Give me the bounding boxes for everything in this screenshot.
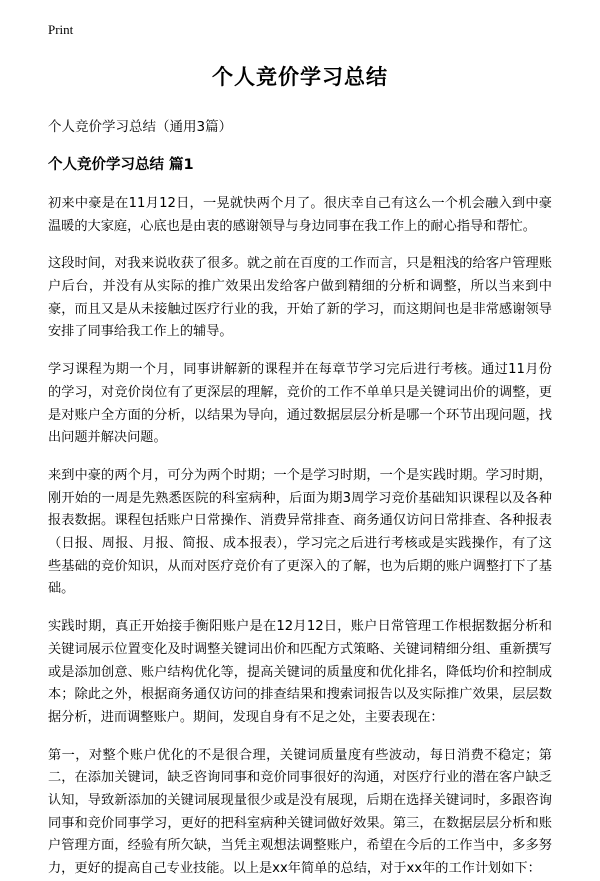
print-button[interactable]: Print: [48, 22, 74, 37]
paragraph: 学习课程为期一个月，同事讲解新的课程并在每章节学习完后进行考核。通过11月份的学习，对竞价岗位有了更深层的理解，竞价的工作不单单只是关键词出价的调整，更是对账户全方面的分析，以结果为导向，通过数据层层分析是哪一个环节出现问题，找出问题并解决问题。: [48, 362, 552, 446]
paragraph: 第一，对整个账户优化的不是很合理，关键词质量度有些波动，每日消费不稳定；第二，在添加关键词，缺乏咨询同事和竞价同事很好的沟通，对医疗行业的潜在客户缺乏认知，导致新添加的关键词展现量很少或是没有展现，后期在选择关键词时，多跟咨询同事和竞价同事学习，更好的把科室病种关键词做好效果。第三，在数据层层分析和账户管理方面，经验有所欠缺，当凭主观想法调整账户，希望在今后的工作当中，多多努力，更好的提高自己专业技能。以上是xx年简单的总结，对于xx年的工作计划如下：: [48, 747, 552, 877]
document-subtitle: 个人竞价学习总结（通用3篇）: [48, 118, 233, 135]
paragraph: 来到中豪的两个月，可分为两个时期；一个是学习时期，一个是实践时期。学习时期，刚开始的一周是先熟悉医院的科室病种，后面为期3周学习竞价基础知识课程以及各种报表数据。课程包括账户日常操作、消费异常排查、商务通仅访问日常排查、各种报表（日报、周报、月报、简报、成本报表），学习完之后进行考核或是实践操作，有了这些基础的竞价知识，从而对医疗竞价有了更深入的了解，也为后期的账户调整打下了基础。: [48, 467, 552, 597]
document-body: [48, 193, 552, 881]
paragraph: 实践时期，真正开始接手衡阳账户是在12月12日，账户日常管理工作根据数据分析和关键词展示位置变化及时调整关键词出价和匹配方式策略、关键词精细分组、重新撰写或是添加创意、账户结构优化等，提高关键词的质量度和优化排名，降低均价和控制成本；除此之外，根据商务通仅访问的排查结果和搜索词报告以及实际推广效果，层层数据分析，进而调整账户。期间，发现自身有不足之处，主要表现在：: [48, 619, 552, 725]
section-heading: 个人竞价学习总结 篇1: [48, 157, 194, 174]
paragraph: 初来中豪是在11月12日，一晃就快两个月了。很庆幸自己有这么一个机会融入到中豪温暖的大家庭，心底也是由衷的感谢领导与身边同事在我工作上的耐心指导和帮忙。: [48, 195, 552, 234]
page-title: 个人竞价学习总结: [212, 64, 388, 89]
paragraph: 这段时间，对我来说收获了很多。就之前在百度的工作而言，只是粗浅的给客户管理账户后台，并没有从实际的推广效果出发给客户做到精细的分析和调整，所以当来到中豪，而且又是从未接触过医疗行业的我，开始了新的学习，而这期间也是非常感谢领导安排了同事给我工作上的辅导。: [48, 256, 552, 340]
